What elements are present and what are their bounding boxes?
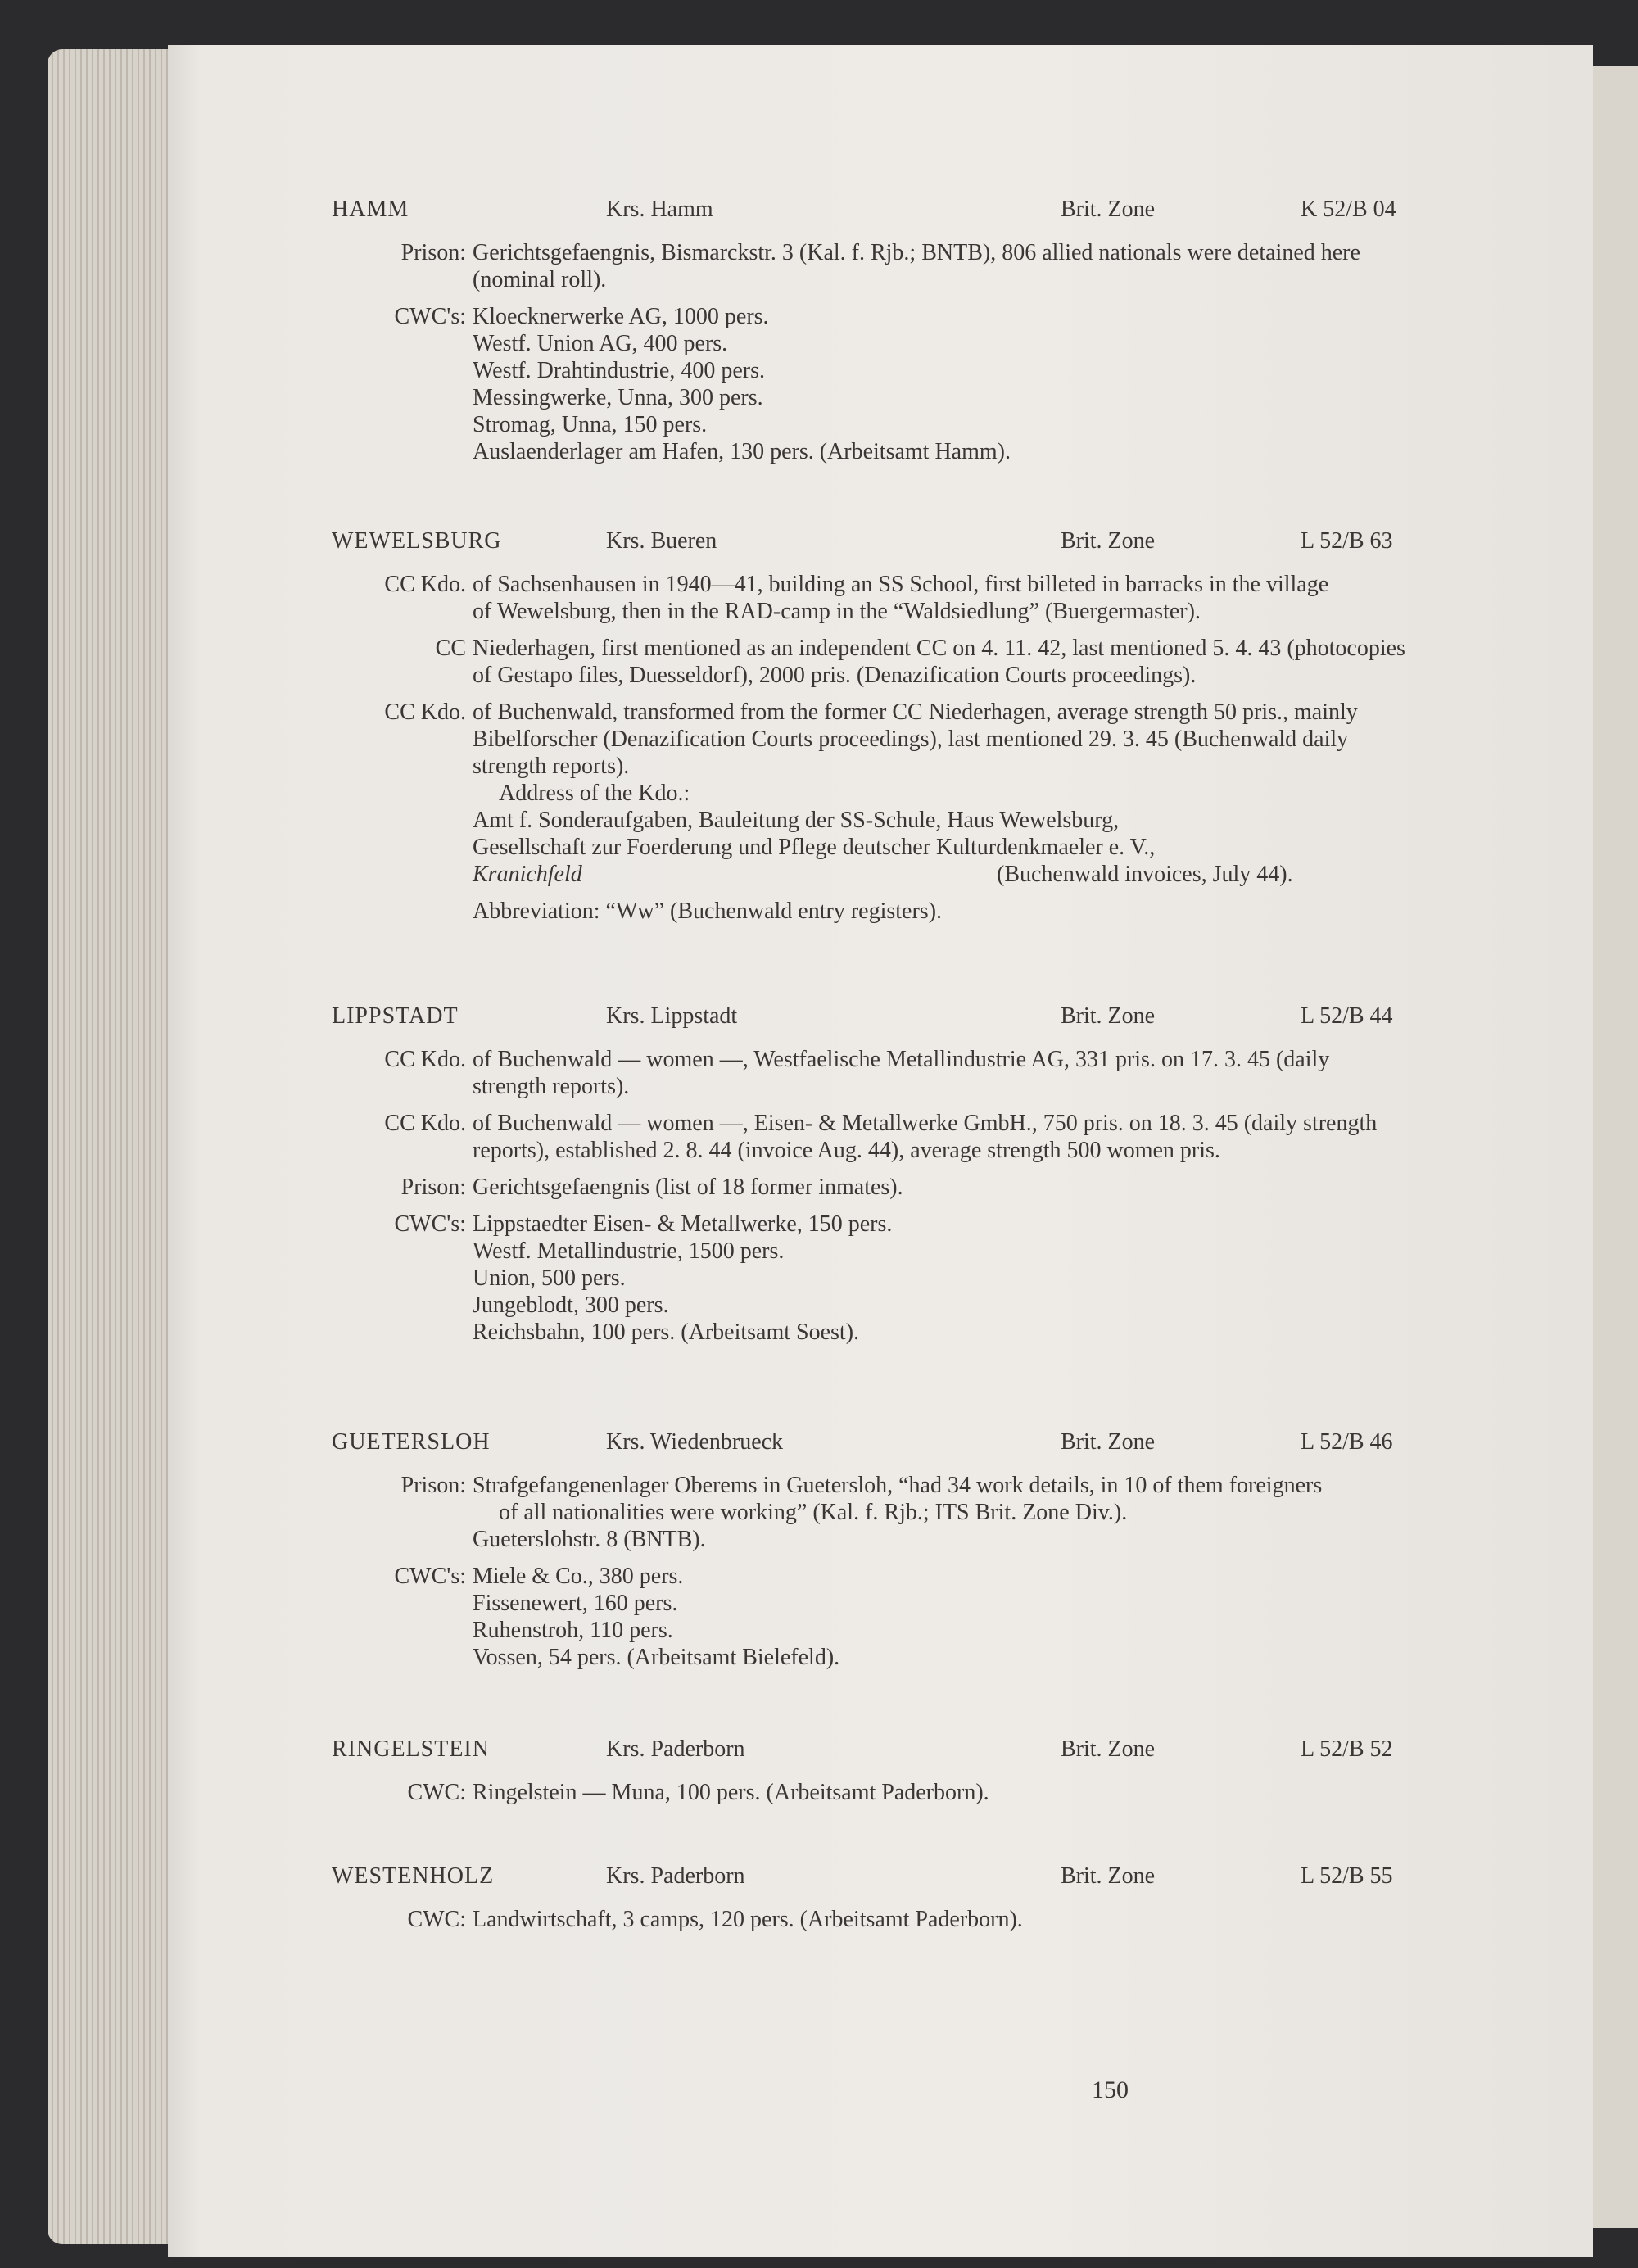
line-text: Westf. Union AG, 400 pers. — [473, 331, 728, 356]
map-code: L 52/B 52 — [1301, 1736, 1393, 1762]
zone-label: Brit. Zone — [1061, 1863, 1156, 1889]
line-text: Niederhagen, first mentioned as an independent CC on 4. 11. 42, last mentioned 5. 4. 43 (photocopies — [473, 636, 1405, 661]
line-text: Fissenewert, 160 pers. — [473, 1591, 678, 1616]
line-text: Abbreviation: “Ww” (Buchenwald entry registers). — [473, 899, 943, 924]
place-entry — [168, 1863, 1593, 1933]
zone-label: Brit. Zone — [1061, 197, 1156, 222]
text-line — [473, 1563, 1537, 1590]
text-line — [473, 438, 1537, 465]
line-text: Amt f. Sonderaufgaben, Bauleitung der SS-Schule, Haus Wewelsburg, — [473, 808, 1120, 833]
zone-label: Brit. Zone — [1061, 1736, 1156, 1762]
text-line — [473, 699, 1537, 726]
text-line — [473, 1590, 1537, 1617]
district-name: Krs. Lippstadt — [606, 1003, 738, 1029]
line-text: of Gestapo files, Duesseldorf), 2000 pris. (Denazification Courts proceedings). — [473, 663, 1197, 688]
text-line — [473, 1073, 1537, 1100]
text-line — [473, 330, 1537, 357]
item-label: CC Kdo. — [384, 572, 466, 597]
line-text: Gueterslohstr. 8 (BNTB). — [473, 1527, 706, 1552]
line-text: of Buchenwald, transformed from the former CC Niederhagen, average strength 50 pris., mainly — [473, 699, 1358, 725]
text-line — [473, 1319, 1537, 1346]
entry-item — [168, 1046, 1593, 1100]
entry-item — [168, 1472, 1593, 1553]
text-line — [473, 1137, 1537, 1164]
line-source: (Buchenwald invoices, July 44). — [997, 862, 1293, 887]
line-text: Messingwerke, Unna, 300 pers. — [473, 385, 763, 410]
text-line — [473, 1046, 1537, 1073]
text-line — [473, 1906, 1537, 1933]
place-name: WEWELSBURG — [332, 528, 502, 554]
text-line — [473, 635, 1537, 662]
text-line — [473, 571, 1537, 598]
book-page — [168, 45, 1593, 2257]
line-text: Bibelforscher (Denazification Courts proceedings), last mentioned 29. 3. 45 (Buchenwald daily — [473, 727, 1349, 752]
text-line — [473, 1526, 1537, 1553]
map-code: L 52/B 63 — [1301, 528, 1393, 554]
text-line — [473, 411, 1537, 438]
entry-header — [168, 528, 1593, 561]
text-line — [473, 780, 1537, 807]
entry-item — [168, 1779, 1593, 1806]
item-label: CWC's: — [394, 1564, 466, 1589]
item-label — [168, 898, 473, 925]
zone-label: Brit. Zone — [1061, 528, 1156, 554]
text-line — [473, 898, 1537, 925]
item-label: Prison: — [400, 240, 466, 265]
book-page-edges — [48, 49, 179, 2244]
map-code: K 52/B 04 — [1301, 197, 1396, 222]
place-entry — [168, 1736, 1593, 1806]
line-text: Westf. Metallindustrie, 1500 pers. — [473, 1238, 785, 1264]
text-line — [473, 1174, 1537, 1201]
line-text: Kranichfeld — [473, 862, 582, 887]
item-label: CWC's: — [394, 1211, 466, 1237]
text-line — [473, 1472, 1537, 1499]
entry-item — [168, 1174, 1593, 1201]
place-name: WESTENHOLZ — [332, 1863, 495, 1889]
district-name: Krs. Paderborn — [606, 1863, 745, 1889]
line-text: Gerichtsgefaengnis, Bismarckstr. 3 (Kal. f. Rjb.; BNTB), 806 allied nationals were detained here — [473, 240, 1360, 265]
place-entry — [168, 1429, 1593, 1671]
text-line — [473, 303, 1537, 330]
place-name: GUETERSLOH — [332, 1429, 491, 1455]
text-line — [473, 1779, 1537, 1806]
zone-label: Brit. Zone — [1061, 1003, 1156, 1029]
district-name: Krs. Bueren — [606, 528, 717, 554]
entry-item — [168, 303, 1593, 465]
line-text: Address of the Kdo.: — [499, 781, 690, 806]
district-name: Krs. Wiedenbrueck — [606, 1429, 784, 1455]
line-text: Miele & Co., 380 pers. — [473, 1564, 684, 1589]
page-number: 150 — [1092, 2076, 1129, 2103]
line-text: reports), established 2. 8. 44 (invoice Aug. 44), average strength 500 women pris. — [473, 1138, 1220, 1163]
entry-item — [168, 635, 1593, 689]
place-entry — [168, 1003, 1593, 1346]
entry-item — [168, 699, 1593, 888]
map-code: L 52/B 44 — [1301, 1003, 1393, 1029]
text-line — [473, 1238, 1537, 1265]
text-line — [473, 662, 1537, 689]
entry-item — [168, 1563, 1593, 1671]
text-line — [473, 1265, 1537, 1292]
line-text: Stromag, Unna, 150 pers. — [473, 412, 708, 437]
item-label: CC Kdo. — [384, 1047, 466, 1072]
line-text: Auslaenderlager am Hafen, 130 pers. (Arbeitsamt Hamm). — [473, 439, 1011, 464]
text-line — [473, 726, 1537, 753]
map-code: L 52/B 55 — [1301, 1863, 1393, 1889]
entry-header — [168, 1736, 1593, 1769]
entry-header — [168, 1003, 1593, 1036]
item-label: CWC: — [407, 1907, 466, 1932]
text-line — [473, 1499, 1537, 1526]
place-name: HAMM — [332, 197, 410, 222]
text-line — [473, 598, 1537, 625]
text-line — [473, 861, 1537, 888]
text-line — [473, 357, 1537, 384]
text-line — [473, 1110, 1537, 1137]
item-label: CC — [435, 636, 466, 661]
text-line — [473, 807, 1537, 834]
line-text: of all nationalities were working” (Kal. f. Rjb.; ITS Brit. Zone Div.). — [499, 1500, 1128, 1525]
line-text: strength reports). — [473, 1074, 630, 1099]
line-text: Ringelstein — Muna, 100 pers. (Arbeitsamt Paderborn). — [473, 1780, 989, 1805]
line-text: strength reports). — [473, 754, 630, 779]
item-label: CC Kdo. — [384, 1111, 466, 1136]
entry-item — [168, 898, 1593, 925]
item-label: Prison: — [400, 1175, 466, 1200]
item-label: CWC's: — [394, 304, 466, 329]
text-line — [473, 1644, 1537, 1671]
entry-header — [168, 197, 1593, 229]
line-text: Reichsbahn, 100 pers. (Arbeitsamt Soest). — [473, 1320, 860, 1345]
text-line — [473, 1292, 1537, 1319]
line-text: Jungeblodt, 300 pers. — [473, 1292, 669, 1318]
line-text: Landwirtschaft, 3 camps, 120 pers. (Arbeitsamt Paderborn). — [473, 1907, 1023, 1932]
line-text: Gesellschaft zur Foerderung und Pflege deutscher Kulturdenkmaeler e. V., — [473, 835, 1156, 860]
line-text: Vossen, 54 pers. (Arbeitsamt Bielefeld). — [473, 1645, 840, 1670]
facing-page-edge — [1593, 66, 1638, 2228]
line-text: of Buchenwald — women —, Westfaelische Metallindustrie AG, 331 pris. on 17. 3. 45 (daily — [473, 1047, 1330, 1072]
item-label: Prison: — [400, 1473, 466, 1498]
text-line — [473, 266, 1537, 293]
text-line — [473, 1211, 1537, 1238]
line-text: Lippstaedter Eisen- & Metallwerke, 150 pers. — [473, 1211, 893, 1237]
place-entry — [168, 528, 1593, 925]
item-label: CWC: — [407, 1780, 466, 1805]
entry-header — [168, 1429, 1593, 1462]
line-text: of Wewelsburg, then in the RAD-camp in the “Waldsiedlung” (Buergermaster). — [473, 599, 1201, 624]
place-entry — [168, 197, 1593, 465]
zone-label: Brit. Zone — [1061, 1429, 1156, 1455]
entry-item — [168, 1906, 1593, 1933]
text-line — [473, 1617, 1537, 1644]
text-line — [473, 834, 1537, 861]
district-name: Krs. Hamm — [606, 197, 713, 222]
place-name: LIPPSTADT — [332, 1003, 459, 1029]
entry-item — [168, 1211, 1593, 1346]
line-text: of Sachsenhausen in 1940—41, building an SS School, first billeted in barracks in the village — [473, 572, 1329, 597]
line-text: Strafgefangenenlager Oberems in Guetersloh, “had 34 work details, in 10 of them foreigners — [473, 1473, 1323, 1498]
line-text: Union, 500 pers. — [473, 1265, 626, 1291]
line-text: of Buchenwald — women —, Eisen- & Metallwerke GmbH., 750 pris. on 18. 3. 45 (daily strength — [473, 1111, 1378, 1136]
entry-header — [168, 1863, 1593, 1896]
line-text: Gerichtsgefaengnis (list of 18 former inmates). — [473, 1175, 903, 1200]
entry-item — [168, 239, 1593, 293]
district-name: Krs. Paderborn — [606, 1736, 745, 1762]
map-code: L 52/B 46 — [1301, 1429, 1393, 1455]
entry-item — [168, 571, 1593, 625]
entry-item — [168, 1110, 1593, 1164]
line-text: Westf. Drahtindustrie, 400 pers. — [473, 358, 765, 383]
text-line — [473, 239, 1537, 266]
item-label: CC Kdo. — [384, 699, 466, 725]
text-line — [473, 753, 1537, 780]
line-text: (nominal roll). — [473, 267, 607, 292]
place-name: RINGELSTEIN — [332, 1736, 490, 1762]
text-line — [473, 384, 1537, 411]
line-text: Ruhenstroh, 110 pers. — [473, 1618, 673, 1643]
line-text: Kloecknerwerke AG, 1000 pers. — [473, 304, 769, 329]
